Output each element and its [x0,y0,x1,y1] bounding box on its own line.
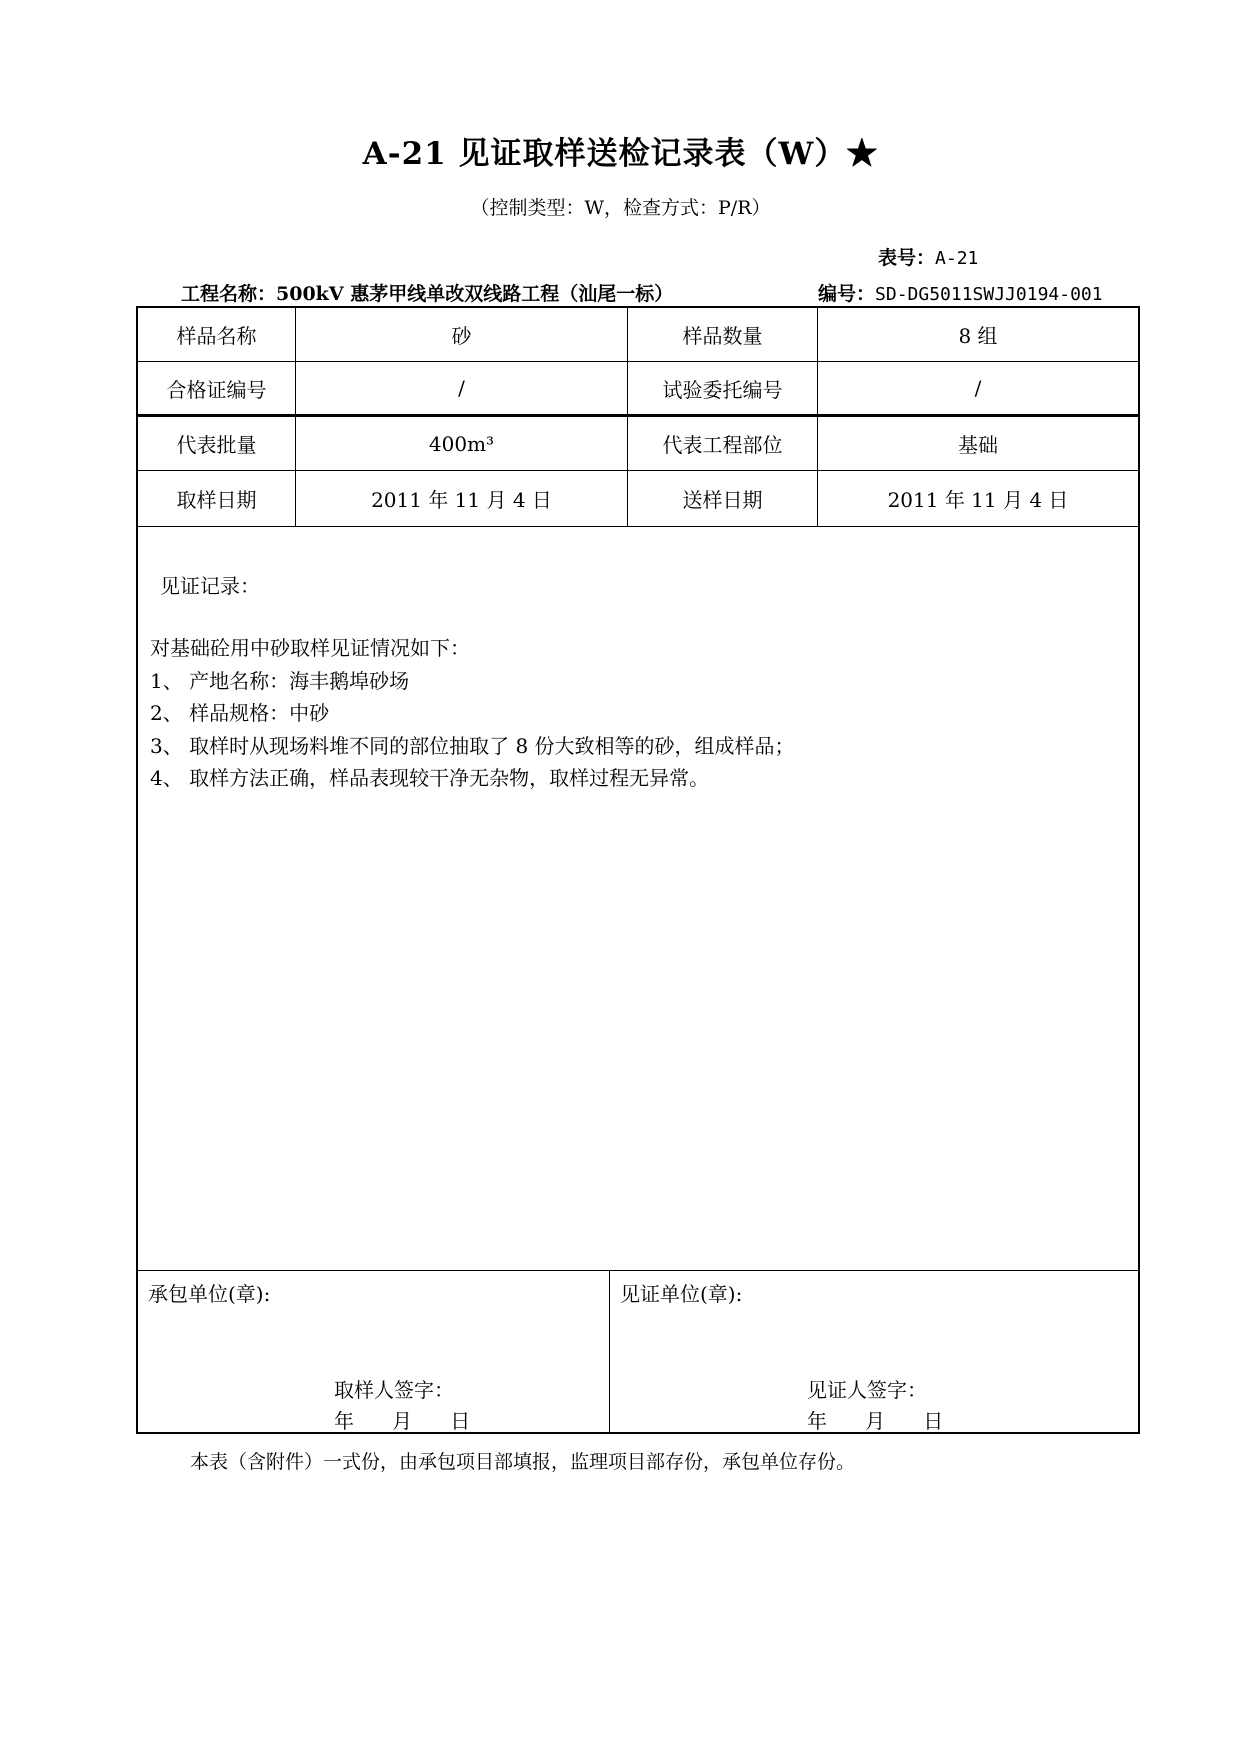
cell-location-label: 代表工程部位 [662,433,783,457]
cell-batch-value: 400m³ [428,431,495,456]
project-name-label: 工程名称： [181,283,277,305]
document-title: A-21 见证取样送检记录表（W）★ [362,136,879,172]
cell-sample-quantity-value: 8 组 [958,324,998,348]
cell-batch-label: 代表批量 [176,433,257,457]
cell-delivery-date-value: 2011 年 11 月 4 日 [887,488,1069,512]
record-line: 3、 取样时从现场料堆不同的部位抽取了 8 份大致相等的砂，组成样品； [150,733,795,758]
form-number-label: 表号： [878,247,936,269]
row-divider [138,526,1138,527]
cell-sample-name-label: 样品名称 [176,324,257,348]
form-number-value: A-21 [935,248,979,269]
contractor-unit-label: 承包单位(章): [148,1282,271,1306]
cell-sample-name-value: 砂 [451,324,472,348]
sampler-signature-label: 取样人签字： [334,1378,454,1402]
serial-code-label: 编号： [818,283,876,305]
cell-certificate-no-label: 合格证编号 [166,377,267,402]
record-line: 1、 产地名称：海丰鹅埠砂场 [150,668,410,693]
row-divider [138,1270,1138,1271]
cell-sample-quantity-label: 样品数量 [682,324,763,348]
cell-test-entrust-no-value: / [974,376,982,400]
cell-sampling-date-label: 取样日期 [176,488,257,512]
column-divider [609,1270,610,1434]
form-number [878,243,978,270]
cell-certificate-no-value: / [458,376,465,400]
record-line: 4、 取样方法正确，样品表现较干净无杂物，取样过程无异常。 [150,766,710,790]
serial-code [818,279,1103,306]
cell-delivery-date-label: 送样日期 [682,488,763,512]
witness-unit-label: 见证单位(章): [620,1282,743,1306]
witness-record-label: 见证记录： [160,574,260,598]
record-line: 对基础砼用中砂取样见证情况如下： [150,636,470,660]
witness-signature-label: 见证人签字： [807,1378,927,1402]
serial-code-value: SD-DG5011SWJJ0194-001 [875,284,1103,305]
cell-sampling-date-value: 2011 年 11 月 4 日 [371,488,552,512]
project-name [181,279,673,306]
document-subtitle: （控制类型：W，检查方式：P/R） [470,197,771,219]
contractor-date-line: 年 月 日 [334,1409,471,1433]
witness-date-line: 年 月 日 [807,1409,944,1433]
record-table [136,306,1140,1434]
cell-test-entrust-no-label: 试验委托编号 [662,377,783,402]
record-line: 2、 样品规格：中砂 [150,701,330,725]
project-name-value: 500kV 惠茅甲线单改双线路工程（汕尾一标） [276,283,674,305]
footnote: 本表（含附件）一式份，由承包项目部填报，监理项目部存份，承包单位存份。 [190,1451,856,1473]
cell-location-value: 基础 [958,433,998,457]
witness-record-body [150,632,795,795]
